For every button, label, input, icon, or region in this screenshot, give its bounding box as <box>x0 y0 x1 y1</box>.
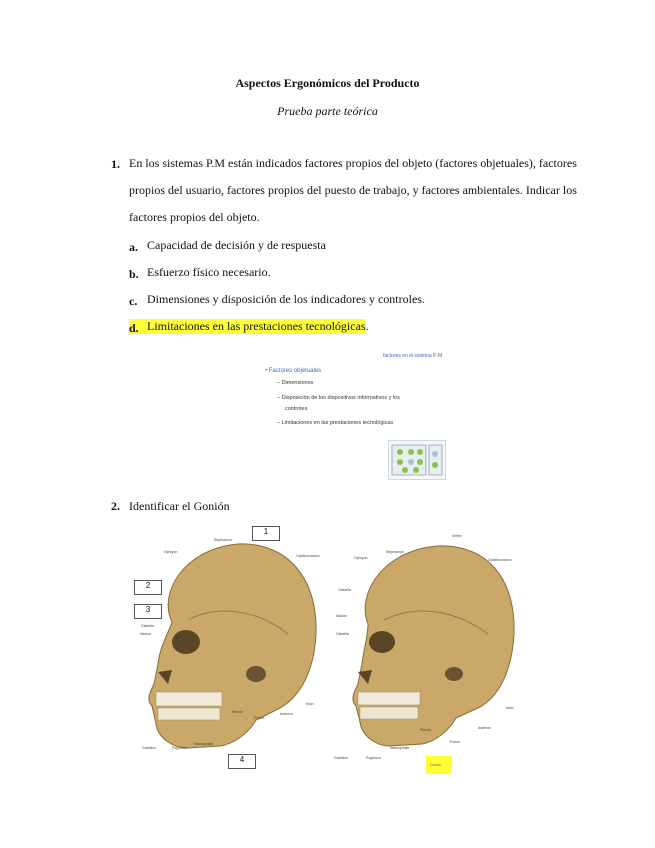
landmark-label: Asterion <box>478 726 491 730</box>
question-2-text: Identificar el Gonión <box>129 499 230 513</box>
question-1-number: 1. <box>111 157 120 171</box>
right-skull-illustration <box>338 532 523 780</box>
option-text: Esfuerzo físico necesario. <box>147 265 271 279</box>
slide-subitem: controles <box>285 406 308 412</box>
landmark-label: Nasospinale <box>390 746 410 750</box>
page-title: Aspectos Ergonómicos del Producto <box>235 76 420 90</box>
landmark-label: Stephanion <box>214 538 232 542</box>
landmark-label: Porion <box>450 740 461 744</box>
landmark-label: Pterion <box>420 728 432 732</box>
landmark-label: Glabella <box>141 624 154 628</box>
label-box-1: 1 <box>252 526 280 541</box>
label-box-3: 3 <box>134 604 162 619</box>
slide-subitem: – Limitaciones en las prestaciones tecnológicas <box>277 420 394 426</box>
option-letter: b. <box>129 267 139 281</box>
landmark-label: Inion <box>306 702 314 706</box>
landmark-label: Nasospinale <box>194 742 214 746</box>
answer-highlight <box>426 756 452 774</box>
option-b <box>129 265 271 283</box>
left-skull-illustration <box>128 524 328 780</box>
landmark-label: Vertex <box>452 534 462 538</box>
option-text: Capacidad de decisión y de respuesta <box>147 238 326 252</box>
option-letter: a. <box>129 240 138 254</box>
question-2-number: 2. <box>111 499 120 513</box>
landmark-label: Ophryon <box>164 550 178 554</box>
slide-diagram <box>388 440 446 480</box>
option-c <box>129 292 425 310</box>
question-1-line-3: factores propios del objeto. <box>129 210 260 224</box>
landmark-label: Pterion <box>232 710 244 714</box>
landmark-label: Inion <box>506 706 514 710</box>
label-box-2: 2 <box>134 580 162 595</box>
landmark-label: Pogonion <box>366 756 381 760</box>
question-1-line-2: propios del usuario, factores propios del puesto de trabajo, y factores ambientales. Indicar los <box>129 183 577 197</box>
option-letter: d. <box>129 321 139 335</box>
option-d-highlighted <box>129 319 369 335</box>
system-diagram-icon <box>389 441 445 479</box>
landmark-label: Opisthocranion <box>488 558 512 562</box>
option-text: Dimensiones y disposición de los indicadores y controles. <box>147 292 425 306</box>
label-box-4: 4 <box>228 754 256 769</box>
slide-subitem: – Disposición de los dispositivos informativos y los <box>277 395 400 401</box>
landmark-label: Nasion <box>140 632 151 636</box>
landmark-label: Porion <box>254 716 265 720</box>
landmark-label: Pogonion <box>172 746 187 750</box>
landmark-label: Gnathion <box>334 756 349 760</box>
option-a <box>129 238 326 256</box>
landmark-label: Gnathion <box>142 746 157 750</box>
skull-figure <box>128 524 523 780</box>
landmark-label: Nasion <box>336 614 347 618</box>
option-text: Limitaciones en las prestaciones tecnológicas. <box>147 319 369 333</box>
landmark-label: Opisthocranion <box>296 554 320 558</box>
question-1-text <box>129 150 599 231</box>
page-subtitle: Prueba parte teórica <box>277 104 378 118</box>
question-1-line-1: En los sistemas P.M están indicados factores propios del objeto (factores objetuales), factores <box>129 156 577 170</box>
landmark-label: Ophryon <box>354 556 368 560</box>
slide-bullet: • Factores objetuales <box>265 368 322 374</box>
landmark-label: Asterion <box>280 712 293 716</box>
slide-bullet-text: Factores objetuales <box>268 368 322 374</box>
answer-label: Gonion <box>430 763 442 767</box>
landmark-label: Stephanion <box>386 550 404 554</box>
landmark-label: Glabella <box>338 588 351 592</box>
landmark-label: Glabella <box>336 632 349 636</box>
slide-title: factores en el sistema P-M <box>383 353 443 359</box>
slide-subitem: – Dimensiones <box>277 380 314 386</box>
reference-slide <box>255 348 447 480</box>
option-letter: c. <box>129 294 138 308</box>
